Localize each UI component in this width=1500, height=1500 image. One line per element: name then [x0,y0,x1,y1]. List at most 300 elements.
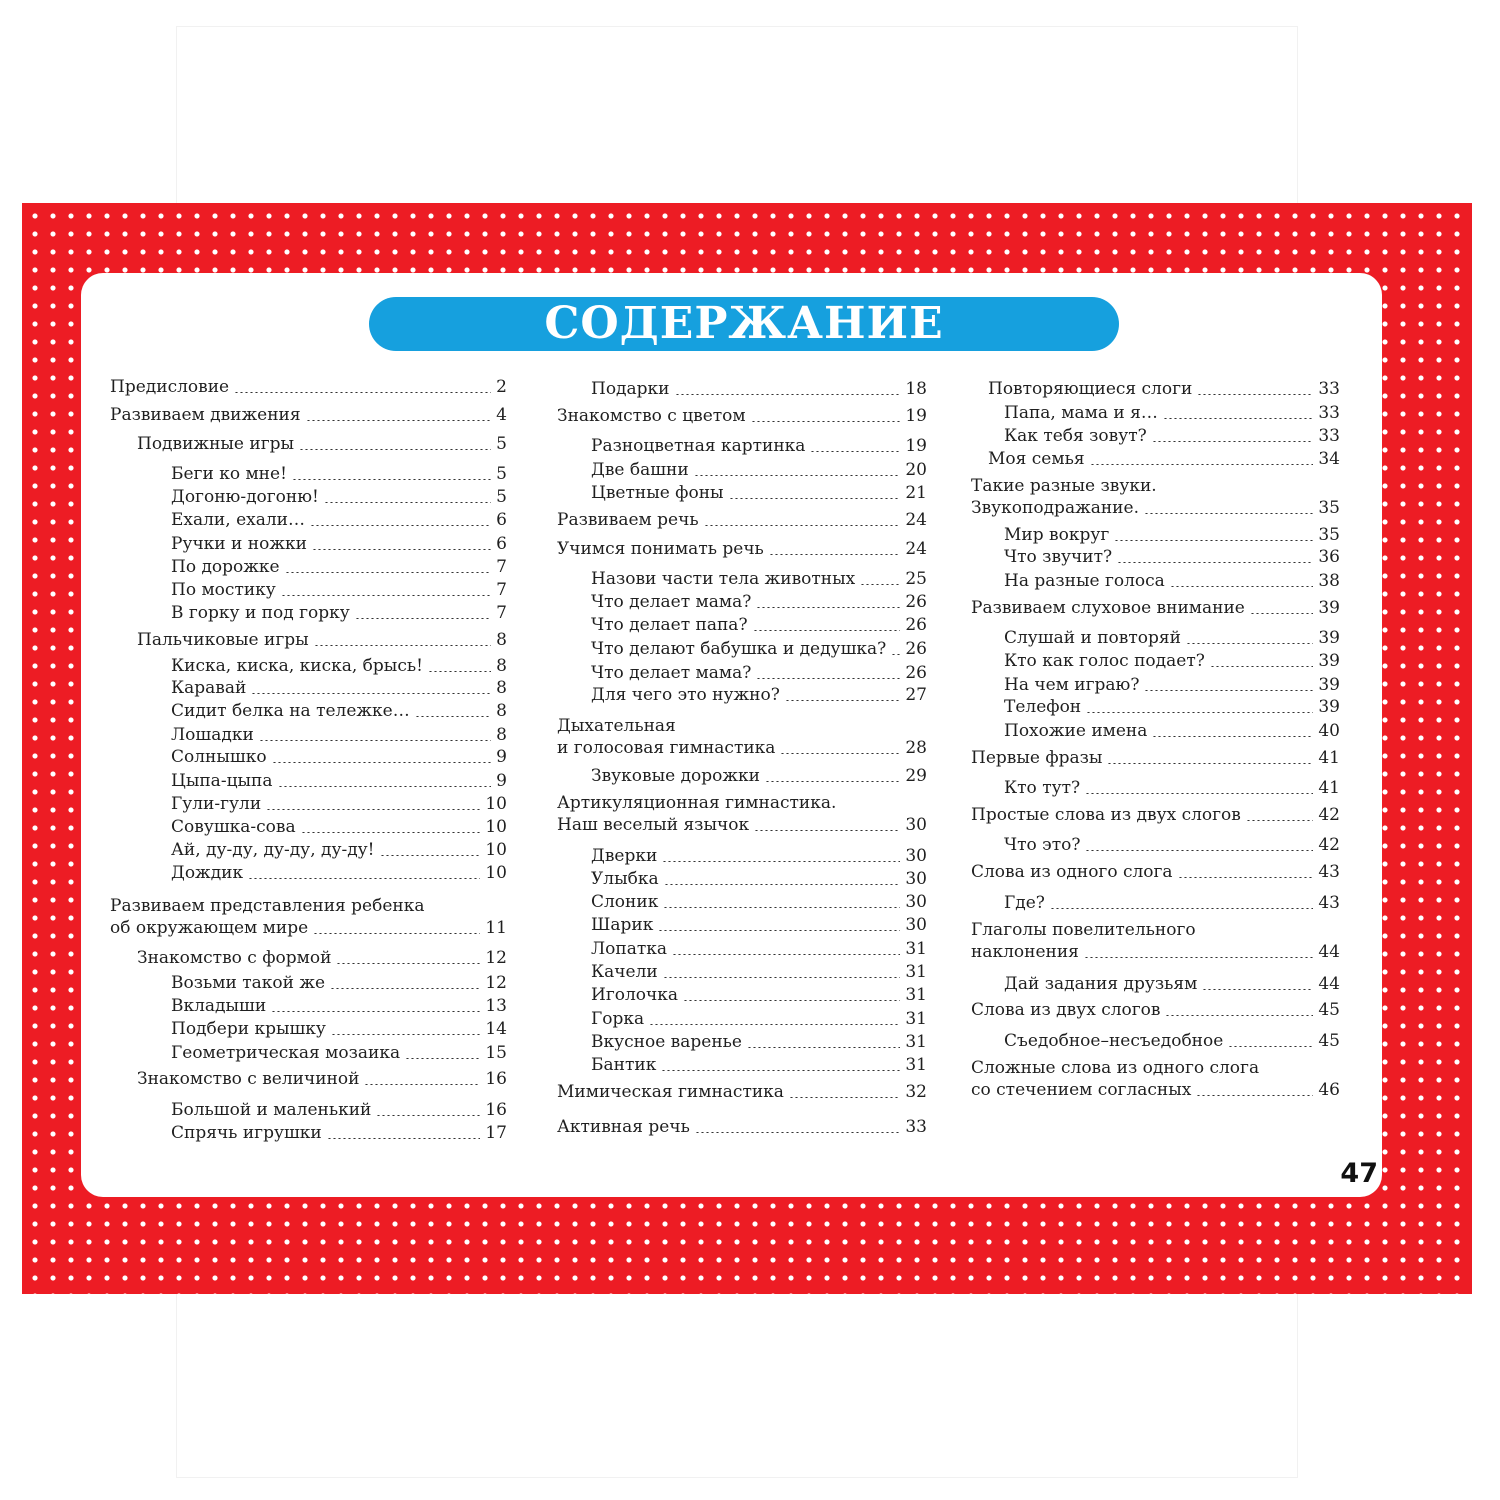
toc-entry [557,792,927,836]
toc-entry-page: 10 [485,817,507,837]
toc-entry-page: 41 [1318,748,1340,768]
toc-entry [1004,570,1340,592]
toc-entry-page: 25 [905,569,927,589]
toc-entry-page: 33 [1318,426,1340,446]
toc-entry [137,629,507,651]
toc-entry-page: 33 [1318,379,1340,399]
toc-entry-title: Разноцветная картинка [591,436,806,456]
toc-entry-title: Глаголы повелительного [971,920,1196,940]
toc-entry-page: 7 [496,603,507,623]
toc-entry-title: Что делает папа? [591,615,748,635]
toc-entry-page: 39 [1318,675,1340,695]
dot-leader [765,781,900,782]
toc-entry [557,509,927,531]
dot-leader [248,878,480,879]
dot-leader [672,954,900,955]
toc-entry-title: Горка [591,1009,645,1029]
toc-entry-page: 39 [1318,697,1340,717]
dot-leader [1250,613,1313,614]
toc-entry-title: Геометрическая мозаика [171,1043,401,1063]
toc-entry-page: 7 [496,557,507,577]
toc-entry-title: Похожие имена [1004,721,1148,741]
toc-entry [1004,627,1340,649]
toc-entry-page: 4 [496,405,507,425]
toc-entry [591,868,927,890]
dot-leader [278,786,492,787]
toc-entry-title: Возьми такой же [171,973,326,993]
dot-leader [1084,957,1313,958]
toc-entry-title: Знакомство с формой [137,948,332,968]
dot-leader [860,584,900,585]
toc-entry [971,919,1340,963]
toc-entry-page: 28 [905,738,927,758]
toc-entry-page: 12 [485,948,507,968]
dot-leader [313,933,480,934]
toc-entry-title: Беги ко мне! [171,464,287,484]
toc-entry [171,533,507,555]
toc-entry [591,459,927,481]
dot-leader [1107,763,1313,764]
toc-entry-title: Цыпа-цыпа [171,771,273,791]
dot-leader [780,753,900,754]
toc-entry-page: 31 [905,1032,927,1052]
toc-entry-page: 17 [485,1123,507,1143]
toc-entry [591,482,927,504]
toc-entry-page: 31 [905,962,927,982]
toc-entry-title: Подбери крышку [171,1019,326,1039]
toc-entry-title-continued: и голосовая гимнастика [557,738,776,758]
toc-entry [557,1081,927,1103]
toc-entry-page: 39 [1318,598,1340,618]
toc-entry [971,747,1340,769]
toc-entry-title: Кто тут? [1004,778,1081,798]
toc-entry-page: 10 [485,840,507,860]
dot-leader [1085,850,1313,851]
toc-entry-page: 6 [496,534,507,554]
dot-leader [664,884,901,885]
toc-entry-page: 5 [496,434,507,454]
toc-entry-title: Моя семья [988,449,1085,469]
toc-entry [591,938,927,960]
dot-leader [1186,643,1313,644]
toc-entry [591,614,927,636]
toc-entry [171,509,507,531]
toc-entry [591,984,927,1006]
toc-entry-title: Что делает мама? [591,592,752,612]
dot-leader [331,1034,480,1035]
toc-entry-title: Дверки [591,846,658,866]
toc-entry [1004,696,1340,718]
dot-leader [355,618,491,619]
toc-entry-page: 30 [905,815,927,835]
toc-entry [171,862,507,884]
toc-entry-title: Лошадки [171,725,254,745]
toc-entry [591,1008,927,1030]
toc-entry-title: Спрячь игрушки [171,1123,322,1143]
dot-leader [695,1132,901,1133]
toc-entry-title: Сидит белка на тележке… [171,701,410,721]
dot-leader [1144,690,1313,691]
toc-entry-page: 8 [496,630,507,650]
toc-entry-page: 40 [1318,721,1340,741]
toc-entry-page: 18 [905,379,927,399]
toc-entry-page: 32 [905,1082,927,1102]
toc-entry-page: 41 [1318,778,1340,798]
dot-leader [271,1011,480,1012]
toc-entry [591,765,927,787]
dot-leader [683,1000,900,1001]
toc-entry-title: Две башни [591,460,689,480]
toc-entry [591,1054,927,1076]
toc-entry [591,891,927,913]
toc-entry [1004,892,1340,914]
dot-leader [330,988,480,989]
toc-entry [1004,425,1340,447]
toc-entry-title: Слова из двух слогов [971,1000,1161,1020]
toc-entry [1004,973,1340,995]
dot-leader [1165,1015,1313,1016]
toc-entry-page: 26 [905,663,927,683]
toc-entry [171,655,507,677]
dot-leader [661,1070,900,1071]
toc-entry [591,961,927,983]
toc-entry [1004,402,1340,424]
toc-entry-title: Гули-гули [171,794,262,814]
toc-entry-title: Дождик [171,863,244,883]
toc-entry [171,486,507,508]
toc-entry [591,591,927,613]
toc-entry-title: Что это? [1004,835,1081,855]
toc-entry-title: Иголочка [591,985,679,1005]
toc-entry [110,376,507,398]
toc-entry-page: 9 [496,771,507,791]
toc-entry-title: Звуковые дорожки [591,766,761,786]
toc-entry [171,972,507,994]
toc-entry [591,638,927,660]
dot-leader [1144,513,1313,514]
toc-entry-title: Каравай [171,678,247,698]
toc-entry-page: 36 [1318,547,1340,567]
dot-leader [658,930,900,931]
toc-entry [591,1031,927,1053]
dot-leader [1178,877,1314,878]
toc-entry-title-continued: Наш веселый язычок [557,815,750,835]
dot-leader [1085,793,1313,794]
toc-entry [591,914,927,936]
dot-leader [810,451,900,452]
dot-leader [324,502,491,503]
toc-entry-title: Папа, мама и я… [1004,403,1158,423]
toc-entry-title: Как тебя зовут? [1004,426,1147,446]
toc-entry [1004,1030,1340,1052]
dot-leader [1117,562,1313,563]
dot-leader [1196,1095,1313,1096]
toc-entry-page: 14 [485,1019,507,1039]
toc-entry-page: 33 [905,1117,927,1137]
toc-entry-title-continued: об окружающем мире [110,918,309,938]
toc-entry-page: 30 [905,892,927,912]
toc-entry-title: Слова из одного слога [971,862,1173,882]
toc-entry-page: 5 [496,487,507,507]
toc-entry-page: 6 [496,510,507,530]
dot-leader [428,671,491,672]
dot-leader [1114,540,1313,541]
toc-entry-page: 20 [905,460,927,480]
toc-entry-title: Съедобное–несъедобное [1004,1031,1224,1051]
toc-entry-title: Сложные слова из одного слога [971,1058,1260,1078]
toc-entry-page: 26 [905,639,927,659]
toc-entry [171,995,507,1017]
dot-leader [314,645,492,646]
toc-entry [591,662,927,684]
toc-entry-title: Для чего это нужно? [591,685,780,705]
toc-entry [171,1042,507,1064]
toc-entry [171,556,507,578]
toc-entry [557,538,927,560]
dot-leader [1090,464,1314,465]
dot-leader [364,1084,480,1085]
dot-leader [754,830,900,831]
toc-entry-page: 8 [496,701,507,721]
toc-entry-page: 30 [905,915,927,935]
toc-entry-title: Бантик [591,1055,657,1075]
dot-leader [662,861,900,862]
toc-entry-title: Знакомство с цветом [557,406,746,426]
toc-entry-page: 10 [485,863,507,883]
toc-entry-title: Где? [1004,893,1045,913]
toc-entry-title: Ручки и ножки [171,534,307,554]
toc-entry-page: 29 [905,766,927,786]
toc-entry [171,793,507,815]
dot-leader [751,421,901,422]
toc-entry [1004,777,1340,799]
toc-entry-title: Цветные фоны [591,483,724,503]
toc-entry [171,770,507,792]
dot-leader [415,716,491,717]
toc-entry-page: 26 [905,592,927,612]
toc-entry-page: 43 [1318,893,1340,913]
page-number: 47 [1340,1158,1378,1189]
toc-entry [1004,546,1340,568]
toc-entry-title: Простые слова из двух слогов [971,805,1241,825]
toc-entry [171,700,507,722]
toc-entry-title: Качели [591,962,658,982]
toc-entry-page: 35 [1318,525,1340,545]
toc-entry-page: 31 [905,985,927,1005]
toc-entry-title: Развиваем слуховое внимание [971,598,1245,618]
toc-entry [171,677,507,699]
toc-entry-page: 7 [496,580,507,600]
toc-entry-title: На разные голоса [1004,571,1165,591]
toc-entry-title: Слоник [591,892,659,912]
toc-entry-page: 8 [496,656,507,676]
toc-entry [171,463,507,485]
dot-leader [663,977,901,978]
toc-entry-title: Совушка-сова [171,817,296,837]
toc-entry-page: 19 [905,406,927,426]
toc-entry [557,1116,927,1138]
toc-entry [971,804,1340,826]
dot-leader [663,907,900,908]
toc-entry-page: 31 [905,1009,927,1029]
toc-entry-title: Догоню-догоню! [171,487,319,507]
toc-entry-title: Повторяющиеся слоги [988,379,1193,399]
toc-entry [988,378,1340,400]
toc-entry-page: 31 [905,1055,927,1075]
toc-entry [171,746,507,768]
toc-entry-title: Шарик [591,915,654,935]
toc-entry-page: 8 [496,678,507,698]
toc-entry-title: Большой и маленький [171,1100,372,1120]
toc-entry-title: По мостику [171,580,276,600]
toc-entry [988,448,1340,470]
toc-entry [971,999,1340,1021]
toc-entry-title: Знакомство с величиной [137,1069,360,1089]
dot-leader [1170,586,1314,587]
dot-leader [747,1047,900,1048]
toc-entry-title: Ай, ду-ду, ду-ду, ду-ду! [171,840,375,860]
dot-leader [694,475,901,476]
toc-entry-title-continued: со стечением согласных [971,1080,1192,1100]
dot-leader [405,1058,480,1059]
toc-entry-page: 8 [496,725,507,745]
dot-leader [301,832,481,833]
toc-entry-page: 21 [905,483,927,503]
toc-entry-page: 12 [485,973,507,993]
toc-entry [137,947,507,969]
toc-entry-title: Назови части тела животных [591,569,856,589]
toc-entry-title: Улыбка [591,869,659,889]
toc-entry [171,602,507,624]
dot-leader [1197,394,1313,395]
toc-entry-title: Предисловие [110,377,230,397]
toc-entry [591,378,927,400]
toc-entry-title: Ехали, ехали… [171,510,305,530]
toc-entry-page: 31 [905,939,927,959]
dot-leader [266,809,480,810]
toc-entry-page: 10 [485,794,507,814]
dot-leader [756,607,900,608]
dot-leader [1152,441,1314,442]
dot-leader [327,1138,481,1139]
toc-entry [1004,650,1340,672]
dot-leader [310,525,491,526]
dot-leader [272,762,492,763]
dot-leader [753,630,901,631]
dot-leader [675,394,901,395]
toc-entry [171,724,507,746]
dot-leader [1050,908,1313,909]
toc-entry [1004,834,1340,856]
dot-leader [336,963,480,964]
toc-entry-title: Кто как голос подает? [1004,651,1205,671]
toc-entry-page: 5 [496,464,507,484]
toc-entry-title: Что делают бабушка и дедушка? [591,639,887,659]
toc-entry [971,1057,1340,1101]
dot-leader [785,700,901,701]
toc-entry [557,405,927,427]
toc-entry-page: 15 [485,1043,507,1063]
toc-entry-page: 46 [1318,1080,1340,1100]
toc-entry [137,433,507,455]
dot-leader [1210,666,1314,667]
dot-leader [729,498,901,499]
dot-leader [1246,820,1314,821]
toc-entry-title: Активная речь [557,1117,690,1137]
toc-entry [171,816,507,838]
toc-entry-title: Мимическая гимнастика [557,1082,784,1102]
dot-leader [1086,712,1313,713]
toc-entry [971,475,1340,519]
toc-entry-title: Киска, киска, киска, брысь! [171,656,423,676]
toc-entry [137,1068,507,1090]
dot-leader [281,595,491,596]
dot-leader [1163,418,1314,419]
toc-entry-title: Слушай и повторяй [1004,628,1181,648]
toc-entry-page: 16 [485,1100,507,1120]
toc-entry-page: 9 [496,747,507,767]
toc-entry-page: 44 [1318,974,1340,994]
toc-entry-page: 38 [1318,571,1340,591]
dot-leader [292,479,491,480]
toc-entry [171,1099,507,1121]
toc-entry [171,839,507,861]
toc-entry-title: Дай задания друзьям [1004,974,1198,994]
toc-entry-page: 45 [1318,1031,1340,1051]
toc-entry-title: Развиваем движения [110,405,301,425]
toc-entry-page: 2 [496,377,507,397]
toc-entry-page: 43 [1318,862,1340,882]
toc-entry-page: 19 [905,436,927,456]
toc-entry-title-continued: Звукоподражание. [971,498,1139,518]
dot-leader [380,855,481,856]
dot-leader [1152,736,1313,737]
toc-entry-page: 42 [1318,835,1340,855]
toc-entry-page: 16 [485,1069,507,1089]
page-title: СОДЕРЖАНИЕ [544,298,944,349]
dot-leader [789,1097,900,1098]
toc-entry-page: 33 [1318,403,1340,423]
dot-leader [756,678,900,679]
toc-entry [171,579,507,601]
toc-entry [1004,720,1340,742]
toc-entry-title: Подарки [591,379,670,399]
toc-entry-page: 42 [1318,805,1340,825]
toc-entry-title-continued: наклонения [971,942,1079,962]
toc-entry-page: 35 [1318,498,1340,518]
toc-entry-page: 24 [905,510,927,530]
toc-entry-title: Лопатка [591,939,668,959]
dot-leader [376,1115,480,1116]
toc-entry-title: В горку и под горку [171,603,350,623]
toc-entry-title: Солнышко [171,747,267,767]
dot-leader [891,654,900,655]
dot-leader [769,554,901,555]
toc-entry [557,715,927,759]
toc-entry [971,861,1340,883]
toc-entry [591,568,927,590]
dot-leader [649,1024,900,1025]
toc-entry-page: 34 [1318,449,1340,469]
toc-entry-page: 13 [485,996,507,1016]
dot-leader [704,525,901,526]
toc-entry-title: Что звучит? [1004,547,1113,567]
toc-entry [591,845,927,867]
toc-entry-page: 27 [905,685,927,705]
title-banner [369,297,1119,351]
dot-leader [306,420,492,421]
toc-entry-title: Вкладыши [171,996,267,1016]
